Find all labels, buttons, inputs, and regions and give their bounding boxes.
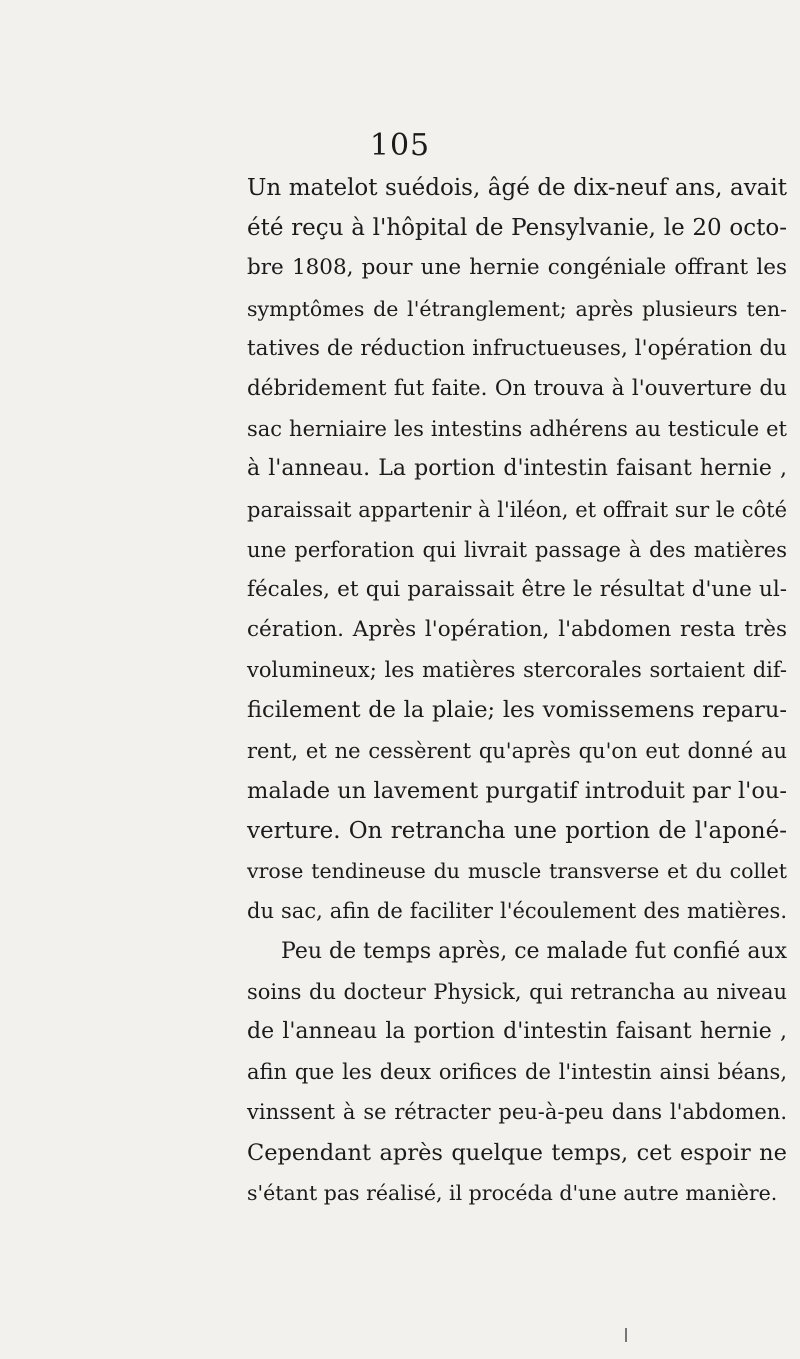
text-line: vinssent à se rétracter peu-à-peu dans l'abdomen.	[247, 1100, 787, 1125]
text-line: été reçu à l'hôpital de Pensylvanie, le 20 octo-	[247, 215, 787, 242]
paragraph-1	[247, 168, 787, 932]
text-line: Cependant après quelque temps, cet espoir ne	[247, 1139, 787, 1166]
text-line: soins du docteur Physick, qui retrancha au niveau	[247, 979, 787, 1004]
text-line: afin que les deux orifices de l'intestin ainsi béans,	[247, 1060, 787, 1085]
text-line: sac herniaire les intestins adhérens au testicule et	[247, 417, 787, 442]
text-line: verture. On retrancha une portion de l'aponé-	[247, 818, 787, 844]
text-line: symptômes de l'étranglement; après plusieurs ten-	[247, 296, 787, 321]
text-line: à l'anneau. La portion d'intestin faisant hernie ,	[247, 456, 787, 482]
text-line: malade un lavement purgatif introduit par l'ou-	[247, 777, 787, 804]
body-text	[247, 168, 787, 1213]
text-line: fécales, et qui paraissait être le résultat d'une ul-	[247, 576, 787, 602]
ink-mark	[625, 1328, 627, 1342]
text-line: de l'anneau la portion d'intestin faisant hernie ,	[247, 1018, 787, 1044]
text-line: vrose tendineuse du muscle transverse et du collet	[247, 859, 787, 884]
text-line: Peu de temps après, ce malade fut confié aux	[281, 938, 788, 964]
text-line: cération. Après l'opération, l'abdomen resta très	[247, 617, 787, 643]
text-line: bre 1808, pour une hernie congéniale offrant les	[247, 255, 787, 281]
text-line: volumineux; les matières stercorales sortaient dif-	[247, 658, 787, 683]
text-line: une perforation qui livrait passage à des matières	[247, 537, 787, 562]
text-line: ficilement de la plaie; les vomissemens reparu-	[247, 697, 787, 724]
text-line: s'étant pas réalisé, il procéda d'une autre manière.	[247, 1180, 778, 1205]
text-line: tatives de réduction infructueuses, l'opération du	[247, 335, 787, 361]
page-number: 105	[369, 128, 431, 163]
text-line: paraissait appartenir à l'iléon, et offrait sur le côté	[247, 497, 787, 522]
text-line: débridement fut faite. On trouva à l'ouverture du	[247, 375, 787, 401]
text-line: du sac, afin de faciliter l'écoulement des matières.	[247, 899, 787, 924]
text-line: rent, et ne cessèrent qu'après qu'on eut donné au	[247, 738, 787, 763]
paragraph-2	[247, 932, 787, 1213]
text-line: Un matelot suédois, âgé de dix-neuf ans, avait	[247, 175, 787, 201]
